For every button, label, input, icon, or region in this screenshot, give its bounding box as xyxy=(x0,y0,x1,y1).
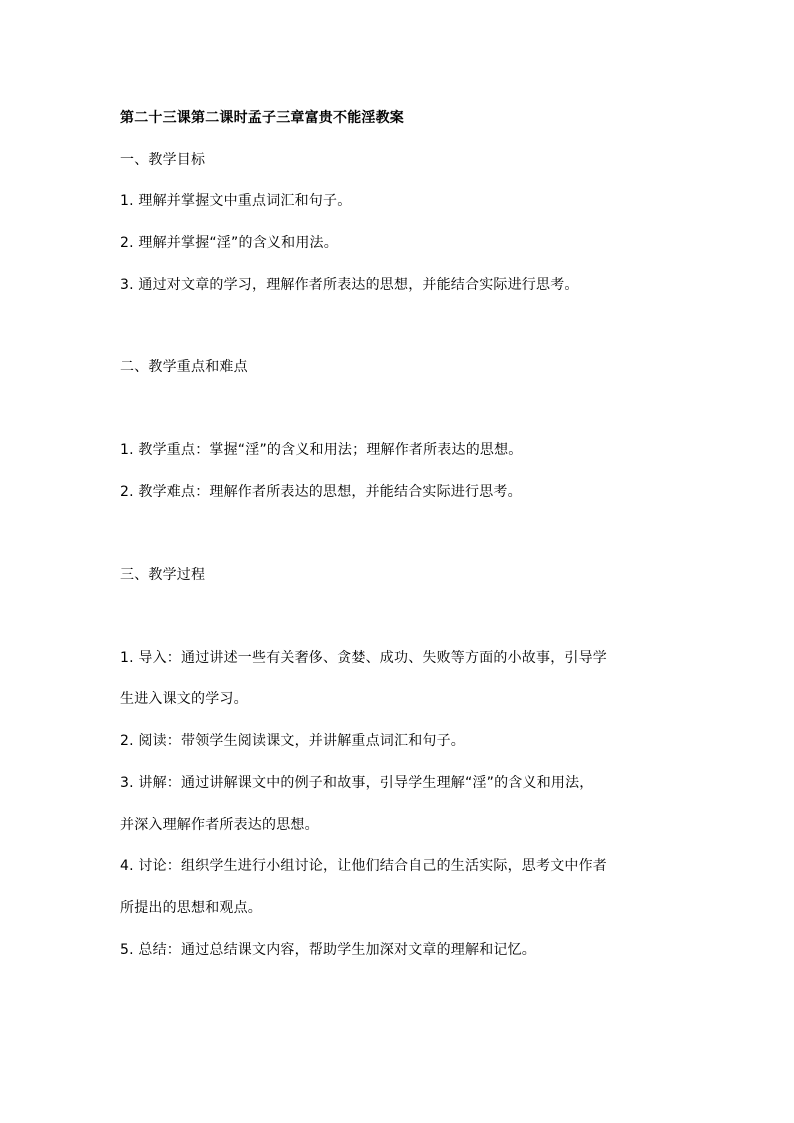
process-item-line: 并深入理解作者所表达的思想。 xyxy=(120,817,319,833)
section-heading-process: 三、教学过程 xyxy=(120,567,206,583)
process-item-line: 4. 讨论：组织学生进行小组讨论，让他们结合自己的生活实际，思考文中作者 xyxy=(120,858,608,874)
process-item-line: 5. 总结：通过总结课文内容，帮助学生加深对文章的理解和记忆。 xyxy=(120,942,537,958)
process-item-line: 生进入课文的学习。 xyxy=(120,691,248,707)
process-item-line: 1. 导入：通过讲述一些有关奢侈、贪婪、成功、失败等方面的小故事，引导学 xyxy=(120,650,608,666)
objective-item: 1. 理解并掌握文中重点词汇和句子。 xyxy=(120,193,352,209)
process-item-line: 3. 讲解：通过讲解课文中的例子和故事，引导学生理解“淫”的含义和用法， xyxy=(120,775,594,791)
process-item-line: 所提出的思想和观点。 xyxy=(120,900,262,916)
document-title: 第二十三课第二课时孟子三章富贵不能淫教案 xyxy=(120,110,404,126)
process-item-line: 2. 阅读：带领学生阅读课文，并讲解重点词汇和句子。 xyxy=(120,733,466,749)
section-heading-key-points: 二、教学重点和难点 xyxy=(120,359,248,375)
key-point-item: 1. 教学重点：掌握“淫”的含义和用法；理解作者所表达的思想。 xyxy=(120,442,523,458)
key-point-item: 2. 教学难点：理解作者所表达的思想，并能结合实际进行思考。 xyxy=(120,484,522,500)
section-heading-objectives: 一、教学目标 xyxy=(120,152,206,168)
objective-item: 3. 通过对文章的学习，理解作者所表达的思想，并能结合实际进行思考。 xyxy=(120,277,579,293)
objective-item: 2. 理解并掌握“淫”的含义和用法。 xyxy=(120,235,338,251)
